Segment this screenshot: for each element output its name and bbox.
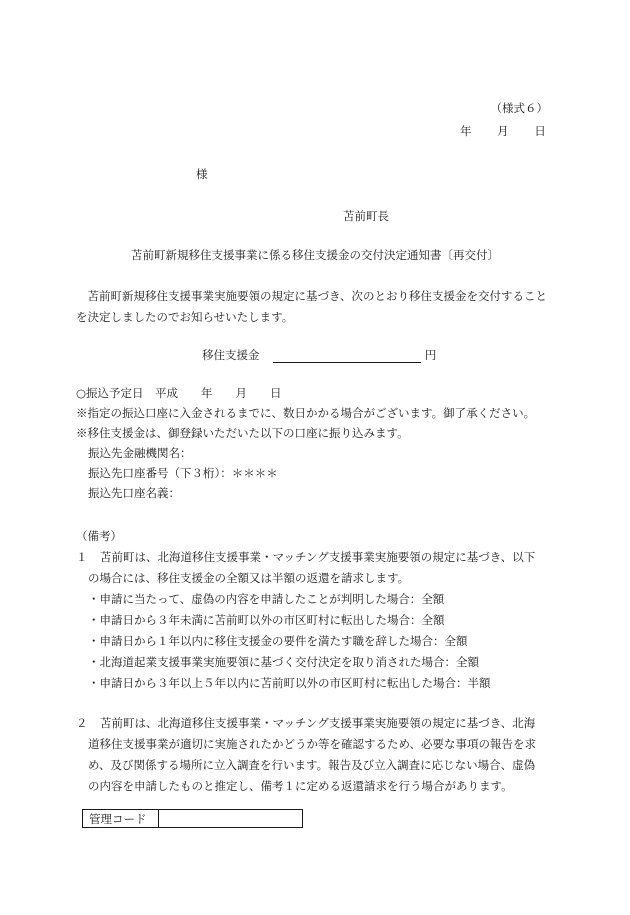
account-holder-field: 振込先口座名義：: [88, 486, 180, 500]
note-number: １: [76, 550, 88, 564]
recipient-suffix: 様: [196, 167, 208, 181]
body-text: [76, 286, 548, 328]
amount-unit: 円: [424, 348, 437, 362]
transfer-info: [76, 383, 535, 503]
account-number-field: 振込先口座番号（下３桁）：＊＊＊＊: [88, 466, 278, 480]
note-text: 苫前町は、北海道移住支援事業・マッチング支援事業実施要領の規定に基づき、以下: [100, 550, 536, 564]
amount-blank-line: [273, 348, 421, 363]
amount-row: [202, 347, 436, 363]
note-number: ２: [76, 716, 88, 730]
note-bullet: ・申請日から１年以内に移住支援金の要件を満たす職を辞した場合：全額: [88, 634, 468, 648]
sender-name: 苫前町長: [343, 209, 389, 223]
note-bullet: ・申請日から３年以上５年以内に苫前町以外の市区町村に転出した場合：半額: [88, 676, 491, 690]
note-bullet: ・申請日から３年未満に苫前町以外の市区町村に転出した場合：全額: [88, 613, 445, 627]
body-paragraph: 苫前町新規移住支援事業実施要領の規定に基づき、次のとおり移住支援金を交付することを決定しましたのでお知らせいたします。: [76, 289, 548, 324]
document-title: 苫前町新規移住支援事業に係る移住支援金の交付決定通知書〔再交付〕: [131, 248, 499, 262]
amount-label: 移住支援金: [202, 348, 260, 362]
note-item-2: [76, 713, 556, 734]
bank-name-field: 振込先金融機関名：: [88, 446, 192, 460]
note-text-continued: の場合には、移住支援金の全額又は半額の返還を請求します。: [88, 571, 410, 585]
note-text: 苫前町は、北海道移住支援事業・マッチング支援事業実施要領の規定に基づき、北海: [100, 716, 536, 730]
note-bullet: ・北海道起業支援事業実施要領に基づく交付決定を取り消された場合：全額: [88, 655, 479, 669]
issue-date: [460, 123, 546, 139]
date-month-label: 月: [497, 124, 509, 138]
note-text-continued: の内容を申請したものと推定し、備考１に定める返還請求を行う場合があります。: [88, 779, 513, 793]
management-code-value: [159, 810, 303, 828]
transfer-notice-2: ※移住支援金は、御登録いただいた以下の口座に振り込みます。: [76, 426, 409, 440]
notes-heading: （備考）: [76, 529, 122, 543]
date-year-label: 年: [460, 124, 472, 138]
note-bullet: ・申請に当たって、虚偽の内容を申請したことが判明した場合：全額: [88, 592, 445, 606]
management-code-label: 管理コード: [83, 810, 159, 828]
notes-section: [76, 526, 556, 797]
form-number: （様式６）: [490, 101, 548, 115]
management-code-table: [82, 809, 303, 828]
transfer-notice-1: ※指定の振込口座に入金されるまでに、数日かかる場合がございます。御了承ください。: [76, 406, 536, 420]
note-spacer: [76, 694, 556, 713]
transfer-date-line: ○振込予定日 平成 年 月 日: [76, 386, 282, 400]
note-text-continued: 道移住支援事業が適切に実施されたかどうか等を確認するため、必要な事項の報告を求: [88, 737, 537, 751]
note-item-1: [76, 547, 556, 568]
note-text-continued: め、及び関係する場所に立入調査を行います。報告及び立入調査に応じない場合、虚偽: [88, 758, 536, 772]
date-day-label: 日: [534, 124, 546, 138]
